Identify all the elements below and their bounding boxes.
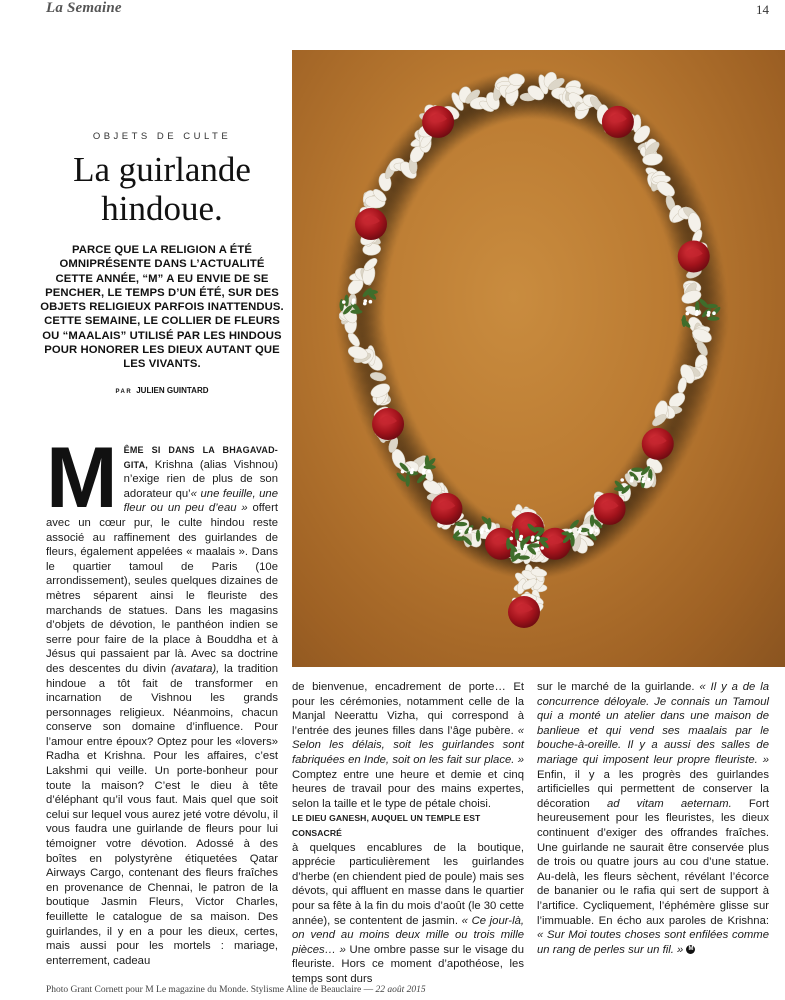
rose <box>594 493 626 525</box>
rose <box>642 428 674 460</box>
page-number: 14 <box>756 2 769 17</box>
section-subhead: LE DIEU GANESH, AUQUEL UN TEMPLE EST CONSACRÉ <box>292 813 481 838</box>
issue-date: 22 août 2015 <box>375 985 426 995</box>
body-quote: « Sur Moi toutes choses sont enfilées comme un rang de perles sur un fil. » <box>537 929 769 956</box>
leaf <box>425 455 429 467</box>
body-quote: « Selon les délais, soit les guirlandes sont fabriquées en Inde, soit on les fait sur place. » <box>292 724 524 766</box>
leaf <box>515 528 519 540</box>
babys-breath-dot <box>427 469 431 473</box>
babys-breath-dot <box>630 476 634 480</box>
babys-breath-dot <box>568 529 572 533</box>
leaf <box>476 530 480 542</box>
rose <box>508 596 540 628</box>
masthead: La Semaine <box>46 0 122 16</box>
babys-breath-dot <box>578 527 582 531</box>
babys-breath-dot <box>707 313 711 317</box>
leaf <box>529 543 541 547</box>
rose <box>372 408 404 440</box>
body-text: Fort heureusement pour les fleuristes, les dieux continuent d’exiger des offrandes fraîches. Une guirlande ne saurait être conservée plus de trois ou quatre jours au cou d’une statue. Au-delà, les fleurs sèchent, révélant l’écorce de bananier ou le rafia qui sert de support à l’artifice. Cycliquement, l’éphémère glisse sur l’immuable. En écho aux paroles de Krishna: <box>537 797 769 927</box>
babys-breath-dot <box>524 545 528 549</box>
rose <box>678 240 710 272</box>
babys-breath-dot <box>342 300 346 304</box>
body-text: Comptez entre une heure et demie et cinq heures de travail pour des mains expertes, selon la taille et le type de pétale choisi. <box>292 768 524 810</box>
body-column-2 <box>292 680 524 986</box>
photo-credit <box>46 985 426 995</box>
body-text: Enfin, il y a les progrès des guirlandes artificielles qui permettent de conserver la décoration <box>537 768 769 810</box>
babys-breath-dot <box>480 531 484 535</box>
babys-breath-dot <box>536 536 540 540</box>
body-text: la tradition hindoue a tôt fait de transformer en incarnation de Vishnou les grands personnages religieux. Néanmoins, chacun conserve son domaine d’influence. Pour l’amour entre époux? Optez pour les «lovers» Radha et Krishna. Pour les affaires, c’est Lakshmi qui veille. Un porte-bonheur pour toute la maison? C’est le dieu à tête d’éléphant qu’il vous faut. Mais quel que soit celui sur lequel vous aurez jeté votre dévolu, il vous faudra une guirlande de fleurs pour lui témoigner votre dévotion. Adossé à des boîtes en polystyrène étiquetées Qatar Airways Cargo, contenant des fleurs fraîches en provenance de Chennai, le patron de la boutique Jasmin Fleurs, Victor Charles, feuillette le catalogue de sa maison. Des guirlandes, il y en a pour les dieux, certes, mais aussi pour les mortels : mariage, enterrement, cadeau <box>46 662 278 967</box>
leaf <box>707 316 719 320</box>
babys-breath-dot <box>595 529 599 533</box>
leaf <box>570 535 574 547</box>
title-line-1: La guirlande <box>73 150 251 189</box>
babys-breath-dot <box>459 529 463 533</box>
babys-breath-dot <box>469 527 473 531</box>
end-mark-icon: M <box>688 946 694 953</box>
leaf <box>455 522 467 526</box>
garland-illustration <box>292 50 785 667</box>
drop-cap: M <box>46 430 118 526</box>
garland-photo <box>292 50 785 667</box>
credit-text: Photo Grant Cornett pour M Le magazine du Monde. Stylisme Aline de Beauclaire — <box>46 985 376 995</box>
body-text: de bienvenue, encadrement de porte… Et pour les cérémonies, notamment celle de la Manjal Neerattu Vizha, qui correspond à l’entrée des jeunes filles dans l’âge pubère. <box>292 681 524 737</box>
babys-breath-dot <box>620 478 624 482</box>
rose <box>422 106 454 138</box>
article-kicker: OBJETS DE CULTE <box>92 131 232 142</box>
body-quote: « Ce jour-là, on vend au moins deux mille ou trois mille pièces… » <box>292 914 524 956</box>
byline-prefix: PAR <box>115 389 133 395</box>
babys-breath-dot <box>641 480 645 484</box>
body-text: Une ombre passe sur le visage du fleuriste. Hors ce moment d’apothéose, les temps sont durs <box>292 943 524 985</box>
babys-breath-dot <box>695 310 699 314</box>
rose <box>355 208 387 240</box>
babys-breath-dot <box>686 312 690 316</box>
body-text: Krishna (alias Vishnou) n’exige rien de plus de son adorateur qu’ <box>123 458 278 500</box>
body-italic: (avatara), <box>170 662 220 675</box>
leaf <box>406 475 410 487</box>
babys-breath-dot <box>486 529 490 533</box>
babys-breath-dot <box>540 546 544 550</box>
babys-breath-dot <box>401 470 405 474</box>
body-column-1 <box>46 430 278 968</box>
rose <box>602 106 634 138</box>
babys-breath-dot <box>411 468 415 472</box>
rose <box>430 493 462 525</box>
article-standfirst: PARCE QUE LA RELIGION A ÉTÉ OMNIPRÉSENTE DANS L’ACTUALITÉ CETTE ANNÉE, “M” A EU ENVIE DE SE PENCHER, LE TEMPS D’UN ÉTÉ, SUR DES OBJETS RELIGIEUX PARFOIS INATTENDUS. CETTE SEMAINE, LE COLLIER DE FLEURS OU “MAALAIS” UTILISÉ PAR LES HINDOUS POUR HONORER LES DIEUX AUTANT QUE LES VIVANTS. <box>40 244 284 371</box>
body-quote: « une feuille, une fleur ou un peu d’eau » <box>123 487 278 515</box>
body-column-3 <box>537 680 769 957</box>
babys-breath-dot <box>535 548 539 552</box>
lead-caps: ÊME SI DANS LA BHAGAVAD-GITA, <box>123 445 278 470</box>
babys-breath-dot <box>589 531 593 535</box>
babys-breath-dot <box>352 298 356 302</box>
body-text: sur le marché de la guirlande. <box>537 681 700 693</box>
leaf <box>706 304 718 308</box>
body-quote: « Il y a de la concurrence déloyale. Je connais un Tamoul qui a monté un atelier dans une maison de banlieue et qui vend ses maalais par le bouche-à-oreille. Il y a aussi des salles de mariage qui imposent leur propre fleuriste. » <box>537 681 769 766</box>
babys-breath-dot <box>647 478 651 482</box>
article-title <box>40 150 284 228</box>
body-text: offert avec un cœur pur, le culte hindou reste associé au raffinement des guirlandes de fleurs, également appelées « maalais ». Dans le quartier tamoul de Paris (10e arrondissement), seules quelques dizaines de mètres séparent ainsi le fleuriste des marchands de statues. Dans les magasins d’objets de dévotion, le panthéon indien se serre pour faire de la place à Bouddha et à Jésus qui passaient par là. Avec sa doctrine des descentes du divin <box>46 502 278 675</box>
babys-breath-dot <box>712 311 716 315</box>
babys-breath-dot <box>369 300 373 304</box>
babys-breath-dot <box>520 535 524 539</box>
body-text: à quelques encablures de la boutique, apprécie particulièrement les guirlandes d’herbe (en chiendent pied de poule) mais ses dévots, qui affluent en masse dans le quartier pour sa fête à la fin du mois d’août (le 30 cette année), se contentent de jasmin. <box>292 841 524 927</box>
title-line-2: hindoue. <box>101 189 223 228</box>
leaf <box>631 468 643 472</box>
babys-breath-dot <box>531 538 535 542</box>
body-italic: ad vitam aeternam. <box>606 797 732 810</box>
byline <box>40 386 284 395</box>
babys-breath-dot <box>363 302 367 306</box>
leaf <box>344 295 348 307</box>
babys-breath-dot <box>510 537 514 541</box>
byline-author: JULIEN GUINTARD <box>136 386 209 395</box>
babys-breath-dot <box>422 471 426 475</box>
